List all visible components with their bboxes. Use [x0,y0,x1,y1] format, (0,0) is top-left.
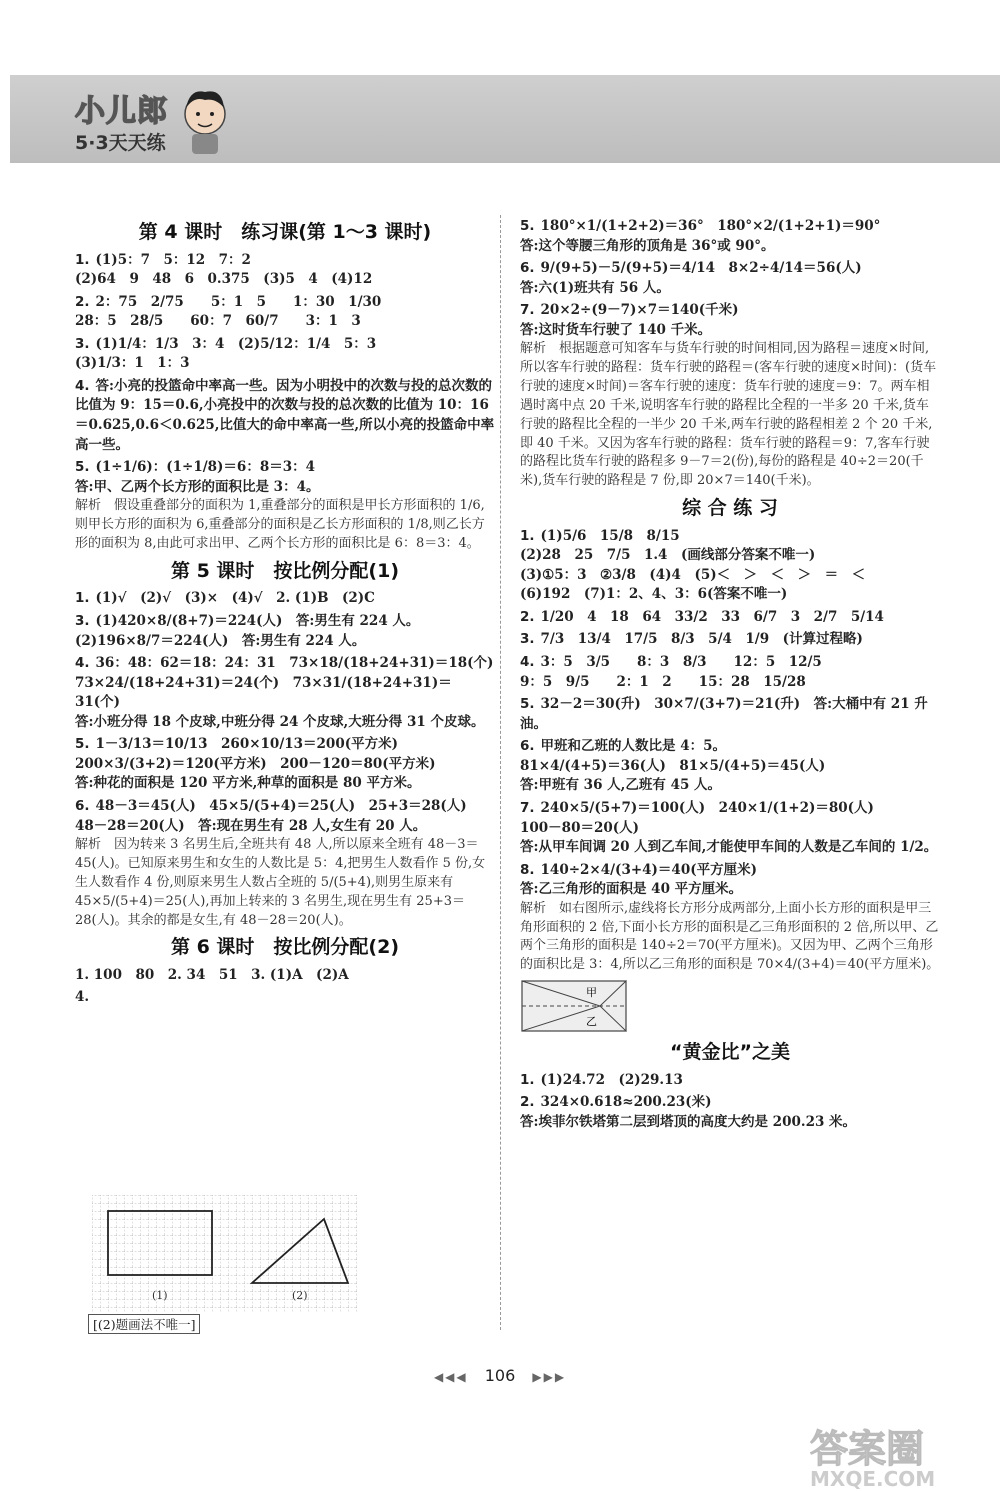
answer-line: (1)5/6 15/8 8/15 [540,527,680,544]
explanation-text: 解析 因为转来 3 名男生后,全班共有 48 人,所以原来全班有 48－3＝45(人)。已知原来男生和女生的人数比是 5：4,把男生人数看作 5 份,女生人数看作 4 份,则原来男生人数占全班的 5/(5+4),则男生原来有 45×5/(5+4)＝25(人),再加上转来的 3 名男生,现在男生有 25+3＝28(人)。其余的都是女生,有 48－28＝20(人)。 [75,837,486,928]
answer-item [520,653,940,692]
answer-line: 2：75 2/75 5：1 5 1：30 1/30 [95,293,382,310]
item-number: 1. [520,527,535,544]
item-number: 1. [75,251,90,268]
item-number: 3. [75,335,90,352]
answer-line: 答:这个等腰三角形的顶角是 36°或 90°。 [520,237,775,254]
answer-line: 答:甲、乙两个长方形的面积比是 3：4。 [75,478,320,495]
diagram-label-yi: 乙 [586,1015,597,1029]
answer-item [520,861,940,976]
item-number: 2. [75,293,90,310]
answer-line: (3)1/3：1 1：3 [75,355,190,372]
answer-item [520,217,940,256]
answer-line: 140÷2×4/(3+4)＝40(平方厘米) [540,861,757,878]
watermark-logo-text: 答案圈 [810,1427,925,1471]
answer-line: 答:甲班有 36 人,乙班有 45 人。 [520,777,722,794]
answer-line: 答:种花的面积是 120 平方米,种草的面积是 80 平方米。 [75,775,421,792]
grid-label-2: (2) [292,1289,308,1302]
answer-item [520,630,940,650]
answer-line: (2)28 25 7/5 1.4 (画线部分答案不唯一) [520,547,816,564]
item-number: 4. [75,655,90,672]
item-number: 5. [75,459,90,476]
answer-item [520,259,940,298]
item-number: 3. [520,631,535,648]
item-number: 2. [520,608,535,625]
answer-line: 3：5 3/5 8：3 8/3 12：5 12/5 [540,654,822,671]
grid-label-1: (1) [152,1289,168,1302]
section-title-golden-ratio: “黄金比”之美 [670,1041,790,1064]
answer-item [520,527,940,605]
prev-arrows-icon: ◀◀◀ [433,1370,468,1384]
answer-line: (2)64 9 48 6 0.375 (3)5 4 (4)12 [75,271,373,288]
item-number: 7. [520,302,535,319]
answer-line: 20×2÷(9－7)×7＝140(千米) [540,302,739,319]
item-number: 5. [75,736,90,753]
answer-line: 200×3/(3+2)＝120(平方米) 200－120＝80(平方米) [75,755,436,772]
item-number: 7. [520,799,535,816]
answer-line: 1－3/13＝10/13 260×10/13＝200(平方米) [95,736,398,753]
column-divider [500,215,501,1330]
item-number: 6. [520,738,535,755]
mascot-icon [180,84,230,156]
logo-main-text: 小儿郎 [75,94,168,129]
item-number: 6. [75,798,90,814]
watermark-url: MXQE.COM [810,1467,936,1491]
drawing-hint: [(2)题画法不唯一] [88,1314,200,1334]
answer-item [75,377,495,455]
grid-paper [92,1195,357,1313]
answer-item [75,735,495,794]
answer-item [75,251,495,290]
answer-line: (1÷1/6)：(1÷1/8)＝6：8＝3：4 [95,459,315,476]
answer-line: 9：5 9/5 2：1 2 15：28 15/28 [520,673,806,690]
answer-line: 36：48：62＝18：24：31 73×18/(18+24+31)＝18(个) [95,655,494,672]
answer-item [520,695,940,734]
answer-line: 100－80＝20(人) [520,819,640,836]
answer-line: 9/(9+5)－5/(9+5)＝4/14 8×2÷4/14＝56(人) [540,260,862,277]
answer-item [520,301,940,491]
answer-line: 答:这时货车行驶了 140 千米。 [520,321,712,338]
item-number: 5. [520,696,535,713]
answer-line: (1)1/4：1/3 3：4 (2)5/12：1/4 5：3 [95,335,377,352]
answer-line: 240×5/(5+7)＝100(人) 240×1/(1+2)＝80(人) [540,799,874,816]
explanation-text: 解析 如右图所示,虚线将长方形分成两部分,上面小长方形的面积是甲三角形面积的 2 倍,下面小长方形的面积是乙三角形面积的 2 倍,所以甲、乙两个三角形的面积是 140÷2＝70(平方厘米)。又因为甲、乙两个三角形的面积比是 3：4,所以乙三角形的面积是 70×4/(3+4)＝40(平方厘米)。 [520,900,940,973]
item-number: 5. [520,218,535,234]
section-title-lesson6: 第 6 课时 按比例分配(2) [170,936,400,959]
answer-item [75,612,495,651]
answer-item [75,797,495,930]
answer-line: 28：5 28/5 60：7 60/7 3：1 3 [75,313,361,330]
diagram-label-jia: 甲 [586,986,597,1000]
answer-line: (1)5：7 5：12 7：2 [95,251,251,268]
rectangle-triangle-diagram [520,979,630,1035]
answer-line: 答:六(1)班共有 56 人。 [520,279,670,296]
item-number: 4. [75,377,90,394]
answer-line: 答:小班分得 18 个皮球,中班分得 24 个皮球,大班分得 31 个皮球。 [75,713,485,730]
answer-line: 48－3＝45(人) 45×5/(5+4)＝25(人) 25+3＝28(人) [95,798,467,814]
page-footer [0,1366,1000,1385]
lesson5-answers [75,589,495,930]
lesson4-answers [75,251,495,554]
answer-item [520,799,940,858]
next-arrows-icon: ▶▶▶ [532,1370,567,1384]
item-number: 1. [75,590,90,607]
answer-line: 81×4/(4+5)＝36(人) 81×5/(4+5)＝45(人) [520,757,826,774]
answer-item [75,458,495,554]
answer-line: 答:乙三角形的面积是 40 平方厘米。 [520,881,743,898]
item-number: 8. [520,861,535,878]
answer-line: (3)①5：3 ②3/8 (4)4 (5)＜ ＞ ＜ ＞ ＝ ＜ [520,566,866,583]
explanation-text: 解析 假设重叠部分的面积为 1,重叠部分的面积是甲长方形面积的 1/6,则甲长方形的面积为 6,重叠部分的面积是乙长方形面积的 1/8,则乙长方形的面积为 8,由此可求出甲、乙两个长方形的面积比是 6：8＝3：4。 [75,498,485,551]
comprehensive-answers [520,527,940,976]
answer-line: 甲班和乙班的人数比是 4：5。 [540,738,727,755]
answer-line: 32－2＝30(升) 30×7/(3+7)＝21(升) 答:大桶中有 21 升油。 [520,696,928,732]
grid-drawing [92,1195,357,1313]
answer-line: 7/3 13/4 17/5 8/3 5/4 1/9 (计算过程略) [540,631,863,648]
answer-line: 1/20 4 18 64 33/2 33 6/7 3 2/7 5/14 [540,608,884,625]
continued-answers [520,217,940,491]
answer-item [75,335,495,374]
answer-item [520,1071,940,1091]
left-column [75,215,495,1011]
answer-line: 73×24/(18+24+31)＝24(个) 73×31/(18+24+31)＝31(个) [75,674,452,711]
answer-item [75,589,495,609]
watermark [810,1418,935,1491]
logo-sub-text: 5·3天天练 [75,132,166,154]
answer-line: 324×0.618≈200.23(米) [540,1094,712,1111]
golden-ratio-answers [520,1071,940,1133]
answer-line: 答:从甲车间调 20 人到乙车间,才能使甲车间的人数是乙车间的 1/2。 [520,839,938,856]
answer-line: 180°×1/(1+2+2)＝36° 180°×2/(1+2+1)＝90° [540,218,881,234]
page-number: 106 [484,1366,516,1385]
lesson6-q4-number: 4. [75,989,90,1006]
answer-item [520,1093,940,1132]
answer-line: 48－28＝20(人) 答:现在男生有 28 人,女生有 20 人。 [75,817,427,834]
answer-line: (1)24.72 (2)29.13 [540,1071,683,1088]
answer-line: (1)420×8/(8+7)＝224(人) 答:男生有 224 人。 [95,612,420,629]
section-title-lesson5: 第 5 课时 按比例分配(1) [170,559,400,582]
explanation-text: 解析 根据题意可知客车与货车行驶的时间相同,因为路程＝速度×时间,所以客车行驶的路程：货车行驶的路程＝(客车行驶的速度×时间)：(货车行驶的速度×时间)＝客车行驶的速度：货车行驶的速度＝9：7。两车相遇时离中点 20 千米,说明客车行驶的路程比全程的一半多 20 千米,货车行驶的路程比全程的一半少 20 千米,两车行驶的路程相差 2 个 20 千米,即 40 千米。又因为客车行驶的路程：货车行驶的路程＝9：7,客车行驶的路程比货车行驶的路程多 9－7＝2(份),每份的路程是 40÷2＝20(千米),货车行驶的路程是 7 份,即 20×7＝140(千米)。 [520,341,937,489]
item-number: 2. [520,1094,535,1111]
section-title-comprehensive: 综 合 练 习 [682,497,778,520]
item-number: 3. [75,612,90,629]
answer-line: 答:埃菲尔铁塔第二层到塔顶的高度大约是 200.23 米。 [520,1113,857,1130]
answer-line: (2)196×8/7＝224(人) 答:男生有 224 人。 [75,632,366,649]
item-number: 1. [520,1071,535,1088]
lesson6-line1: 1. 100 80 2. 34 51 3. (1)A (2)A [75,966,349,983]
answer-line: 答:小亮的投篮命中率高一些。因为小明投中的次数与投的总次数的比值为 9：15＝0.6,小亮投中的次数与投的总次数的比值为 10：16＝0.625,0.6＜0.625,比值大的命中率高一些,所以小亮的投篮命中率高一些。 [75,377,495,453]
answer-item [520,608,940,628]
answer-line: (6)192 (7)1：2、4、3：6(答案不唯一) [520,586,788,603]
brand-logo [75,86,168,155]
right-column [520,215,940,1135]
answer-item [520,737,940,796]
item-number: 4. [520,654,535,671]
item-number: 6. [520,260,535,277]
answer-line: (1)√ (2)√ (3)× (4)√ 2. (1)B (2)C [95,590,375,607]
answer-item [75,654,495,732]
section-title-lesson4: 第 4 课时 练习课(第 1～3 课时) [138,221,432,243]
answer-item [75,293,495,332]
